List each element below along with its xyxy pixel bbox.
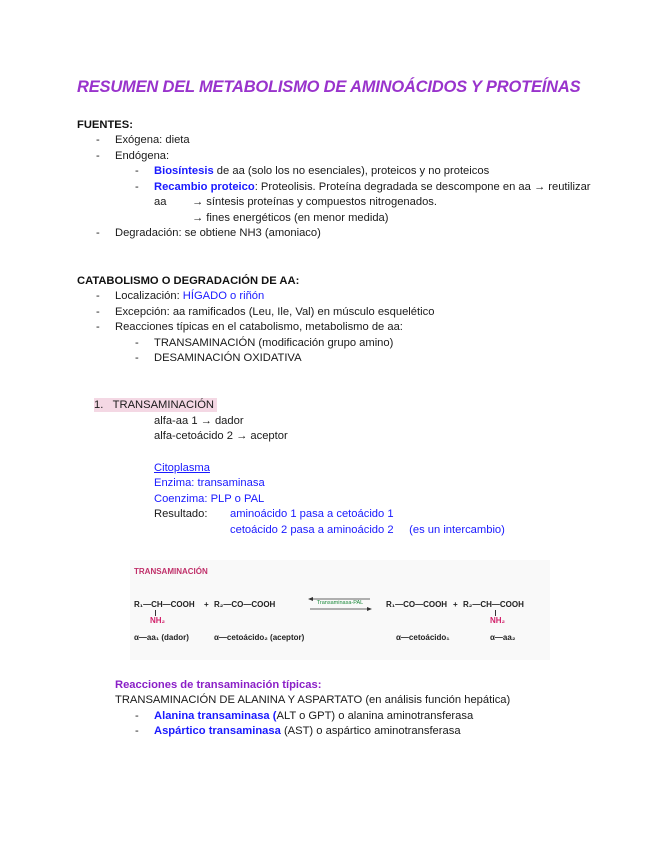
localizacion-prefix: Localización: <box>115 290 183 302</box>
resultado-2-note: (es un intercambio) <box>409 524 505 536</box>
resultado-1: aminoácido 1 pasa a cetoácido 1 <box>230 508 394 520</box>
recambio-label: Recambio proteico <box>154 181 255 193</box>
diagram-title: TRANSAMINACIÓN <box>134 567 208 576</box>
reaccion-desaminacion: DESAMINACIÓN OXIDATIVA <box>154 352 302 364</box>
bullet-dash: - <box>96 134 100 146</box>
biosintesis-text: de aa (solo los no esenciales), proteicos y no proteicos <box>213 165 490 177</box>
transaminacion-dador: alfa-aa 1 → dador <box>154 415 244 427</box>
recambio-aa: aa <box>154 196 167 208</box>
reaccion-transaminacion: TRANSAMINACIÓN (modificación grupo amino) <box>154 337 394 349</box>
biosintesis-label: Biosíntesis <box>154 165 214 177</box>
section-title: TRANSAMINACIÓN <box>112 399 214 411</box>
fuentes-degradacion: Degradación: se obtiene NH3 (amoniaco) <box>115 227 321 239</box>
ast-label: Aspártico transaminasa <box>154 725 281 737</box>
bullet-dash: - <box>135 352 139 364</box>
label-alfa-aa2: α—aa₂ <box>490 633 516 642</box>
tipicas-subheading: TRANSAMINACIÓN DE ALANINA Y ASPARTATO (en análisis función hepática) <box>115 694 511 706</box>
label-alfa-cetoacido2: α—cetoácido₂ (aceptor) <box>214 633 305 642</box>
formula-nh2-left: NH₂ <box>150 616 166 625</box>
localizacion-line <box>115 289 264 303</box>
formula-r2-co-cooh: R₂—CO—COOH <box>214 600 276 609</box>
fuentes-exogena: Exógena: dieta <box>115 134 190 146</box>
coenzima-line: Coenzima: PLP o PAL <box>154 493 265 505</box>
formula-r2-ch-cooh: R₂—CH—COOH <box>463 600 524 609</box>
catabolismo-heading: CATABOLISMO O DEGRADACIÓN DE AA: <box>77 275 300 287</box>
bullet-dash: - <box>135 337 139 349</box>
label-alfa-aa1: α—aa₁ (dador) <box>134 633 189 642</box>
biosintesis-line <box>154 164 489 178</box>
recambio-text: : Proteolisis. Proteína degradada se descompone en aa → reutilizar <box>254 181 591 193</box>
citoplasma-link[interactable]: Citoplasma <box>154 462 210 474</box>
label-alfa-cetoacido1: α—cetoácido₁ <box>396 633 450 642</box>
formula-nh2-right: NH₂ <box>490 616 506 625</box>
resultado-label: Resultado: <box>154 508 208 520</box>
ast-line <box>154 724 461 738</box>
fuentes-heading: FUENTES: <box>77 119 133 131</box>
bullet-dash: - <box>96 150 100 162</box>
formula-r1-co-cooh: R₁—CO—COOH <box>386 600 448 609</box>
enzyme-label: Transaminasa-PAL <box>316 600 364 606</box>
resultado-2-text: cetoácido 2 pasa a aminoácido 2 <box>230 524 394 536</box>
page-title: RESUMEN DEL METABOLISMO DE AMINOÁCIDOS Y PROTEÍNAS <box>77 78 581 96</box>
alt-text: ALT o GPT) o alanina aminotransferasa <box>276 710 474 722</box>
bullet-dash: - <box>135 181 139 193</box>
bullet-dash: - <box>135 710 139 722</box>
recambio-line2: → síntesis proteínas y compuestos nitrogenados. <box>192 196 438 208</box>
plus-sign-2: + <box>453 600 458 609</box>
localizacion-value: HÍGADO o riñón <box>182 290 265 302</box>
transaminacion-heading <box>94 398 217 412</box>
ast-text: (AST) o aspártico aminotransferasa <box>280 725 461 737</box>
transaminacion-diagram <box>130 560 550 660</box>
bullet-dash: - <box>96 227 100 239</box>
excepcion-line: Excepción: aa ramificados (Leu, Ile, Val) en músculo esquelético <box>115 306 435 318</box>
bullet-dash: - <box>96 290 100 302</box>
section-number: 1. <box>94 399 104 411</box>
reaction-arrow <box>308 597 372 611</box>
fuentes-endogena: Endógena: <box>115 150 170 162</box>
resultado-2 <box>230 523 505 537</box>
enzima-line: Enzima: transaminasa <box>154 477 265 489</box>
alt-line <box>154 709 473 723</box>
recambio-line <box>154 180 591 194</box>
plus-sign-1: + <box>204 600 209 609</box>
reacciones-line: Reacciones típicas en el catabolismo, metabolismo de aa: <box>115 321 403 333</box>
bullet-dash: - <box>135 725 139 737</box>
recambio-line3: → fines energéticos (en menor medida) <box>192 212 389 224</box>
transaminacion-aceptor: alfa-cetoácido 2 → aceptor <box>154 430 288 442</box>
bullet-dash: - <box>135 165 139 177</box>
alt-label: Alanina transaminasa ( <box>154 710 277 722</box>
formula-r1-ch-cooh: R₁—CH—COOH <box>134 600 195 609</box>
bullet-dash: - <box>96 306 100 318</box>
bullet-dash: - <box>96 321 100 333</box>
tipicas-heading: Reacciones de transaminación típicas: <box>115 679 322 691</box>
